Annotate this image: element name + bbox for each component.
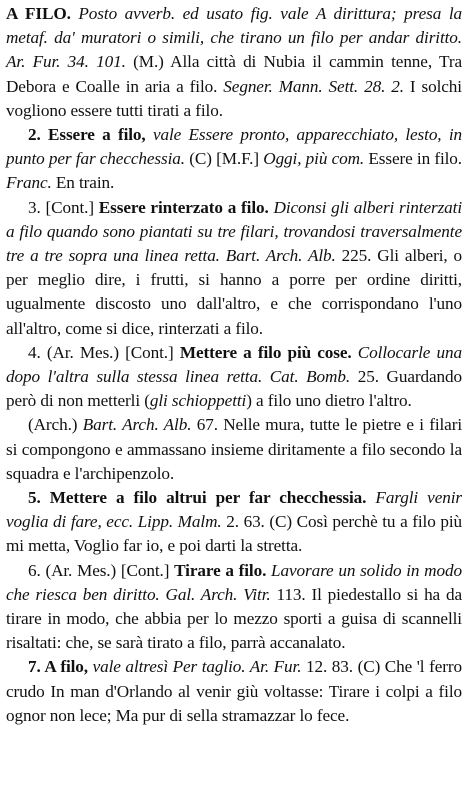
entry-text: 113. Il piedestallo si ha da tirare in modo, che abbia per lo mezzo sporti a guisa di scannelli risaltati: che, se sarà tirato a filo, parrà accanalato. <box>6 584 463 653</box>
entry-paragraph <box>6 559 462 656</box>
entry-headword: Essere rinterzato a filo. <box>98 197 269 217</box>
entry-text: 6. (Ar. Mes.) [Cont.] <box>28 560 175 580</box>
entry-text: 225. Gli alberi, o per meglio dire, i frutti, si hanno a porre per ordine diritti, ugualmente discosto uno dall'altro, e che corrispondano l'uno all'altro, come si dice, rinterzati a filo. <box>6 246 462 338</box>
entry-italic-text: Bart. Arch. Alb. <box>77 415 192 435</box>
entry-italic-text: Fargli venir voglia di fare, ecc. Lipp. Malm. <box>6 488 462 532</box>
entry-italic-text: Lavorare un solido in modo che riesca ben diritto. Gal. Arch. Vitr. <box>6 560 462 604</box>
entry-headword: Tirare a filo. <box>174 560 267 580</box>
entry-italic-text: vale Essere pronto, apparecchiato, lesto, in punto per far checchessia. <box>6 125 462 169</box>
entry-text: I solchi vogliono essere tutti tirati a filo. <box>6 76 462 120</box>
entry-headword: 2. Essere a filo, <box>28 125 146 145</box>
entry-text: (M.) Alla città di Nubia il cammin tenne, Tra Debora e Coalle in aria a filo. <box>6 52 462 96</box>
entry-text: (C) [M.F.] <box>184 149 259 169</box>
entry-paragraph <box>6 196 462 341</box>
entry-text: 25. Guardando però di non metterli ( <box>6 367 462 411</box>
entry-headword: A FILO. <box>6 4 71 23</box>
entry-italic-text: Collocarle una dopo l'altra sulla stessa linea retta. Cat. Bomb. <box>6 342 462 387</box>
entry-text: En train. <box>51 173 115 193</box>
entry-headword: 7. A filo, <box>28 657 88 677</box>
entry-text: 12. 83. (C) Che 'l ferro crudo In man d'Orlando al venir giù voltasse: Tirare i colpi a filo ognor non lece; Ma pur di sella stramazzar lo fece. <box>6 657 462 725</box>
entry-headword: 5. Mettere a filo altrui per far checchessia. <box>28 488 367 508</box>
entry-text: 67. Nelle mura, tutte le pietre e i filari si compongono e ammassano insieme diritamente a filo secondo la squadra e l'archipenzolo. <box>6 415 462 483</box>
entry-italic-text: Diconsi gli alberi rinterzati a filo quando sono piantati su tre filari, trovandosi traversalmente tre a tre sopra una linea retta. Bart. Arch. Alb. <box>6 197 462 266</box>
entry-italic-text: vale altresì Per taglio. Ar. Fur. <box>87 657 302 677</box>
entry-paragraph <box>6 486 462 559</box>
entry-text: Essere in filo. <box>364 149 462 169</box>
entry-italic-text: gli schioppetti <box>149 391 247 411</box>
entry-text: 3. [Cont.] <box>28 197 99 217</box>
entry-italic-text: Oggi, più com. <box>259 149 365 169</box>
entry-paragraph <box>6 123 462 196</box>
entry-paragraph <box>6 413 462 486</box>
entry-paragraph <box>6 655 462 728</box>
entry-text: ) a filo uno dietro l'altro. <box>246 391 412 411</box>
entry-paragraph <box>6 341 462 414</box>
entry-headword: Mettere a filo più cose. <box>179 342 352 362</box>
entry-italic-text: Franc. <box>6 173 52 193</box>
dictionary-entry-a-filo <box>6 2 462 728</box>
entry-italic-text: Segner. Mann. Sett. 28. 2. <box>217 76 404 96</box>
entry-paragraph <box>6 2 462 123</box>
entry-text: 4. (Ar. Mes.) [Cont.] <box>28 342 180 362</box>
entry-italic-text: Posto avverb. ed usato fig. vale A dirittura; presa la metaf. da' muratori o simili, che tirano un filo per andar diritto. Ar. Fur. 34. 101. <box>6 4 462 72</box>
entry-text: (Arch.) <box>28 415 78 435</box>
entry-text: 2. 63. (C) Così perchè tu a filo più mi metta, Voglio far io, e poi darti la stretta. <box>6 512 463 556</box>
